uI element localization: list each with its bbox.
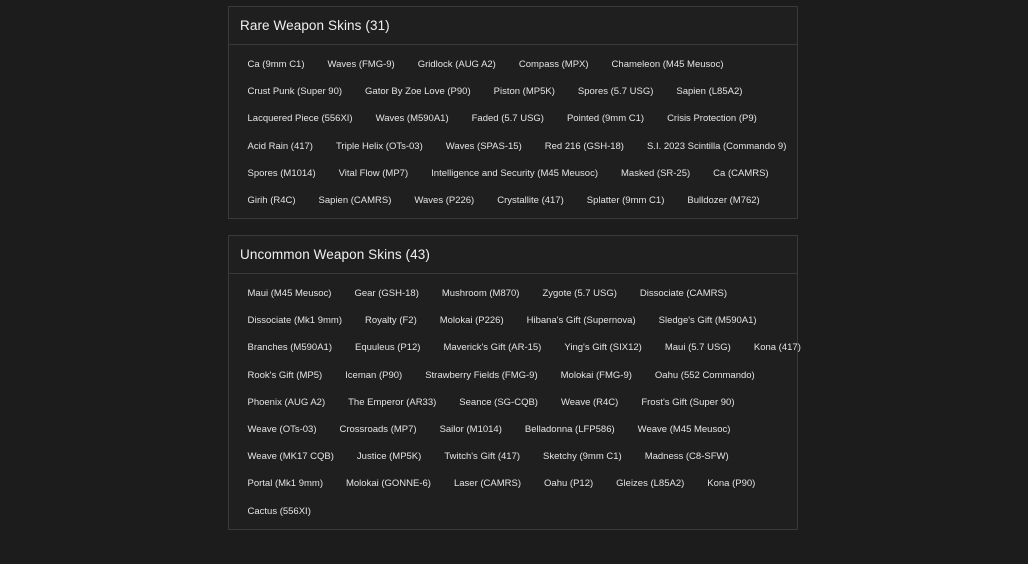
skin-item[interactable]: Kona (P90): [707, 478, 756, 490]
skin-item[interactable]: Waves (M590A1): [375, 113, 449, 125]
skin-item[interactable]: Dissociate (CAMRS): [639, 288, 728, 300]
skin-item[interactable]: Faded (5.7 USG): [471, 113, 544, 125]
skin-item[interactable]: Pointed (9mm C1): [566, 113, 645, 125]
skin-row: [236, 160, 790, 187]
skin-item[interactable]: Lacquered Piece (556XI): [247, 113, 353, 125]
skin-item[interactable]: Acid Rain (417): [247, 140, 313, 152]
skin-item[interactable]: Bulldozer (M762): [687, 195, 760, 207]
section-title: Rare Weapon Skins (31): [240, 18, 390, 33]
skin-item[interactable]: Ying's Gift (SIX12): [564, 342, 642, 354]
skin-item[interactable]: Spores (5.7 USG): [577, 86, 654, 98]
skin-item[interactable]: Waves (FMG-9): [327, 59, 395, 71]
skin-item[interactable]: Crust Punk (Super 90): [247, 86, 343, 98]
skin-item[interactable]: Justice (MP5K): [356, 451, 422, 463]
skin-item[interactable]: The Emperor (AR33): [348, 396, 437, 408]
skin-row: [236, 362, 790, 389]
skin-item[interactable]: Mushroom (M870): [441, 288, 520, 300]
skin-item[interactable]: Oahu (P12): [544, 478, 594, 490]
skin-item[interactable]: Crossroads (MP7): [339, 424, 417, 436]
skin-row: [236, 133, 790, 160]
skin-row: [236, 389, 790, 416]
skin-item[interactable]: Madness (C8-SFW): [644, 451, 729, 463]
skin-row: [236, 443, 790, 470]
skin-row: [236, 78, 790, 105]
skin-row: [236, 498, 790, 525]
skin-item[interactable]: Waves (SPAS-15): [445, 140, 522, 152]
skin-row: [236, 307, 790, 334]
skin-item[interactable]: Ca (9mm C1): [247, 59, 305, 71]
skin-item[interactable]: Chameleon (M45 Meusoc): [611, 59, 724, 71]
skin-item[interactable]: Sailor (M1014): [439, 424, 502, 436]
skin-item[interactable]: Splatter (9mm C1): [586, 195, 665, 207]
skin-item[interactable]: Strawberry Fields (FMG-9): [425, 369, 538, 381]
skin-item[interactable]: Crystallite (417): [497, 195, 564, 207]
skin-item[interactable]: Weave (OTs-03): [247, 424, 317, 436]
skin-item[interactable]: Sketchy (9mm C1): [543, 451, 622, 463]
skin-item[interactable]: Dissociate (Mk1 9mm): [247, 315, 342, 327]
skin-row: [236, 416, 790, 443]
rare-weapon-skins-section: [228, 6, 798, 219]
skin-item[interactable]: Gridlock (AUG A2): [417, 59, 496, 71]
skin-item[interactable]: Girih (R4C): [247, 195, 296, 207]
skin-item[interactable]: Sapien (CAMRS): [318, 195, 392, 207]
skin-item[interactable]: Equuleus (P12): [354, 342, 421, 354]
skin-item[interactable]: Seance (SG-CQB): [459, 396, 538, 408]
skin-item[interactable]: Ca (CAMRS): [713, 167, 769, 179]
skin-item[interactable]: Compass (MPX): [518, 59, 589, 71]
skin-item[interactable]: Rook's Gift (MP5): [247, 369, 323, 381]
skin-item[interactable]: Triple Helix (OTs-03): [335, 140, 423, 152]
skin-item[interactable]: Molokai (FMG-9): [560, 369, 632, 381]
skin-item[interactable]: Phoenix (AUG A2): [247, 396, 326, 408]
skin-item[interactable]: Sledge's Gift (M590A1): [658, 315, 757, 327]
skin-item[interactable]: Vital Flow (MP7): [338, 167, 409, 179]
skin-item[interactable]: Crisis Protection (P9): [667, 113, 757, 125]
skin-item[interactable]: Maverick's Gift (AR-15): [443, 342, 542, 354]
skin-item[interactable]: Branches (M590A1): [247, 342, 332, 354]
skin-item[interactable]: Intelligence and Security (M45 Meusoc): [431, 167, 598, 179]
skin-row: [236, 470, 790, 497]
skin-item[interactable]: Piston (MP5K): [493, 86, 555, 98]
skin-item[interactable]: Sapien (L85A2): [676, 86, 743, 98]
skin-item[interactable]: Kona (417): [753, 342, 801, 354]
skin-item[interactable]: Oahu (552 Commando): [654, 369, 755, 381]
skin-item[interactable]: Zygote (5.7 USG): [542, 288, 617, 300]
skin-item[interactable]: Gator By Zoe Love (P90): [365, 86, 471, 98]
skin-item[interactable]: Cactus (556XI): [247, 505, 311, 517]
skin-item[interactable]: Iceman (P90): [345, 369, 403, 381]
uncommon-weapon-skins-section: [228, 235, 801, 530]
skin-item[interactable]: Twitch's Gift (417): [444, 451, 521, 463]
skin-item[interactable]: Portal (Mk1 9mm): [247, 478, 323, 490]
skin-row: [236, 280, 790, 307]
skin-item[interactable]: Red 216 (GSH-18): [544, 140, 624, 152]
skin-list: [229, 45, 797, 218]
skin-item[interactable]: Laser (CAMRS): [453, 478, 522, 490]
skin-item[interactable]: Molokai (P226): [439, 315, 504, 327]
section-title: Uncommon Weapon Skins (43): [240, 247, 430, 262]
skin-item[interactable]: Maui (5.7 USG): [664, 342, 731, 354]
skin-item[interactable]: Gleizes (L85A2): [616, 478, 685, 490]
skin-list: [229, 274, 801, 529]
skin-item[interactable]: Belladonna (LFP586): [524, 424, 615, 436]
skin-item[interactable]: Weave (MK17 CQB): [247, 451, 334, 463]
skin-row: [236, 334, 801, 361]
skin-item[interactable]: Molokai (GONNE-6): [345, 478, 431, 490]
skin-item[interactable]: Waves (P226): [414, 195, 475, 207]
skin-item[interactable]: Gear (GSH-18): [354, 288, 419, 300]
skin-item[interactable]: Frost's Gift (Super 90): [641, 396, 735, 408]
skin-row: [236, 105, 790, 132]
skin-row: [236, 187, 790, 214]
skin-item[interactable]: Maui (M45 Meusoc): [247, 288, 332, 300]
section-header: [229, 236, 797, 274]
skin-item[interactable]: Spores (M1014): [247, 167, 316, 179]
skin-item[interactable]: S.I. 2023 Scintilla (Commando 9): [646, 140, 787, 152]
skin-row: [236, 51, 790, 78]
section-header: [229, 7, 797, 45]
skin-item[interactable]: Masked (SR-25): [621, 167, 691, 179]
skin-item[interactable]: Hibana's Gift (Supernova): [526, 315, 636, 327]
skin-item[interactable]: Weave (R4C): [560, 396, 619, 408]
skin-item[interactable]: Royalty (F2): [365, 315, 417, 327]
skin-item[interactable]: Weave (M45 Meusoc): [637, 424, 731, 436]
